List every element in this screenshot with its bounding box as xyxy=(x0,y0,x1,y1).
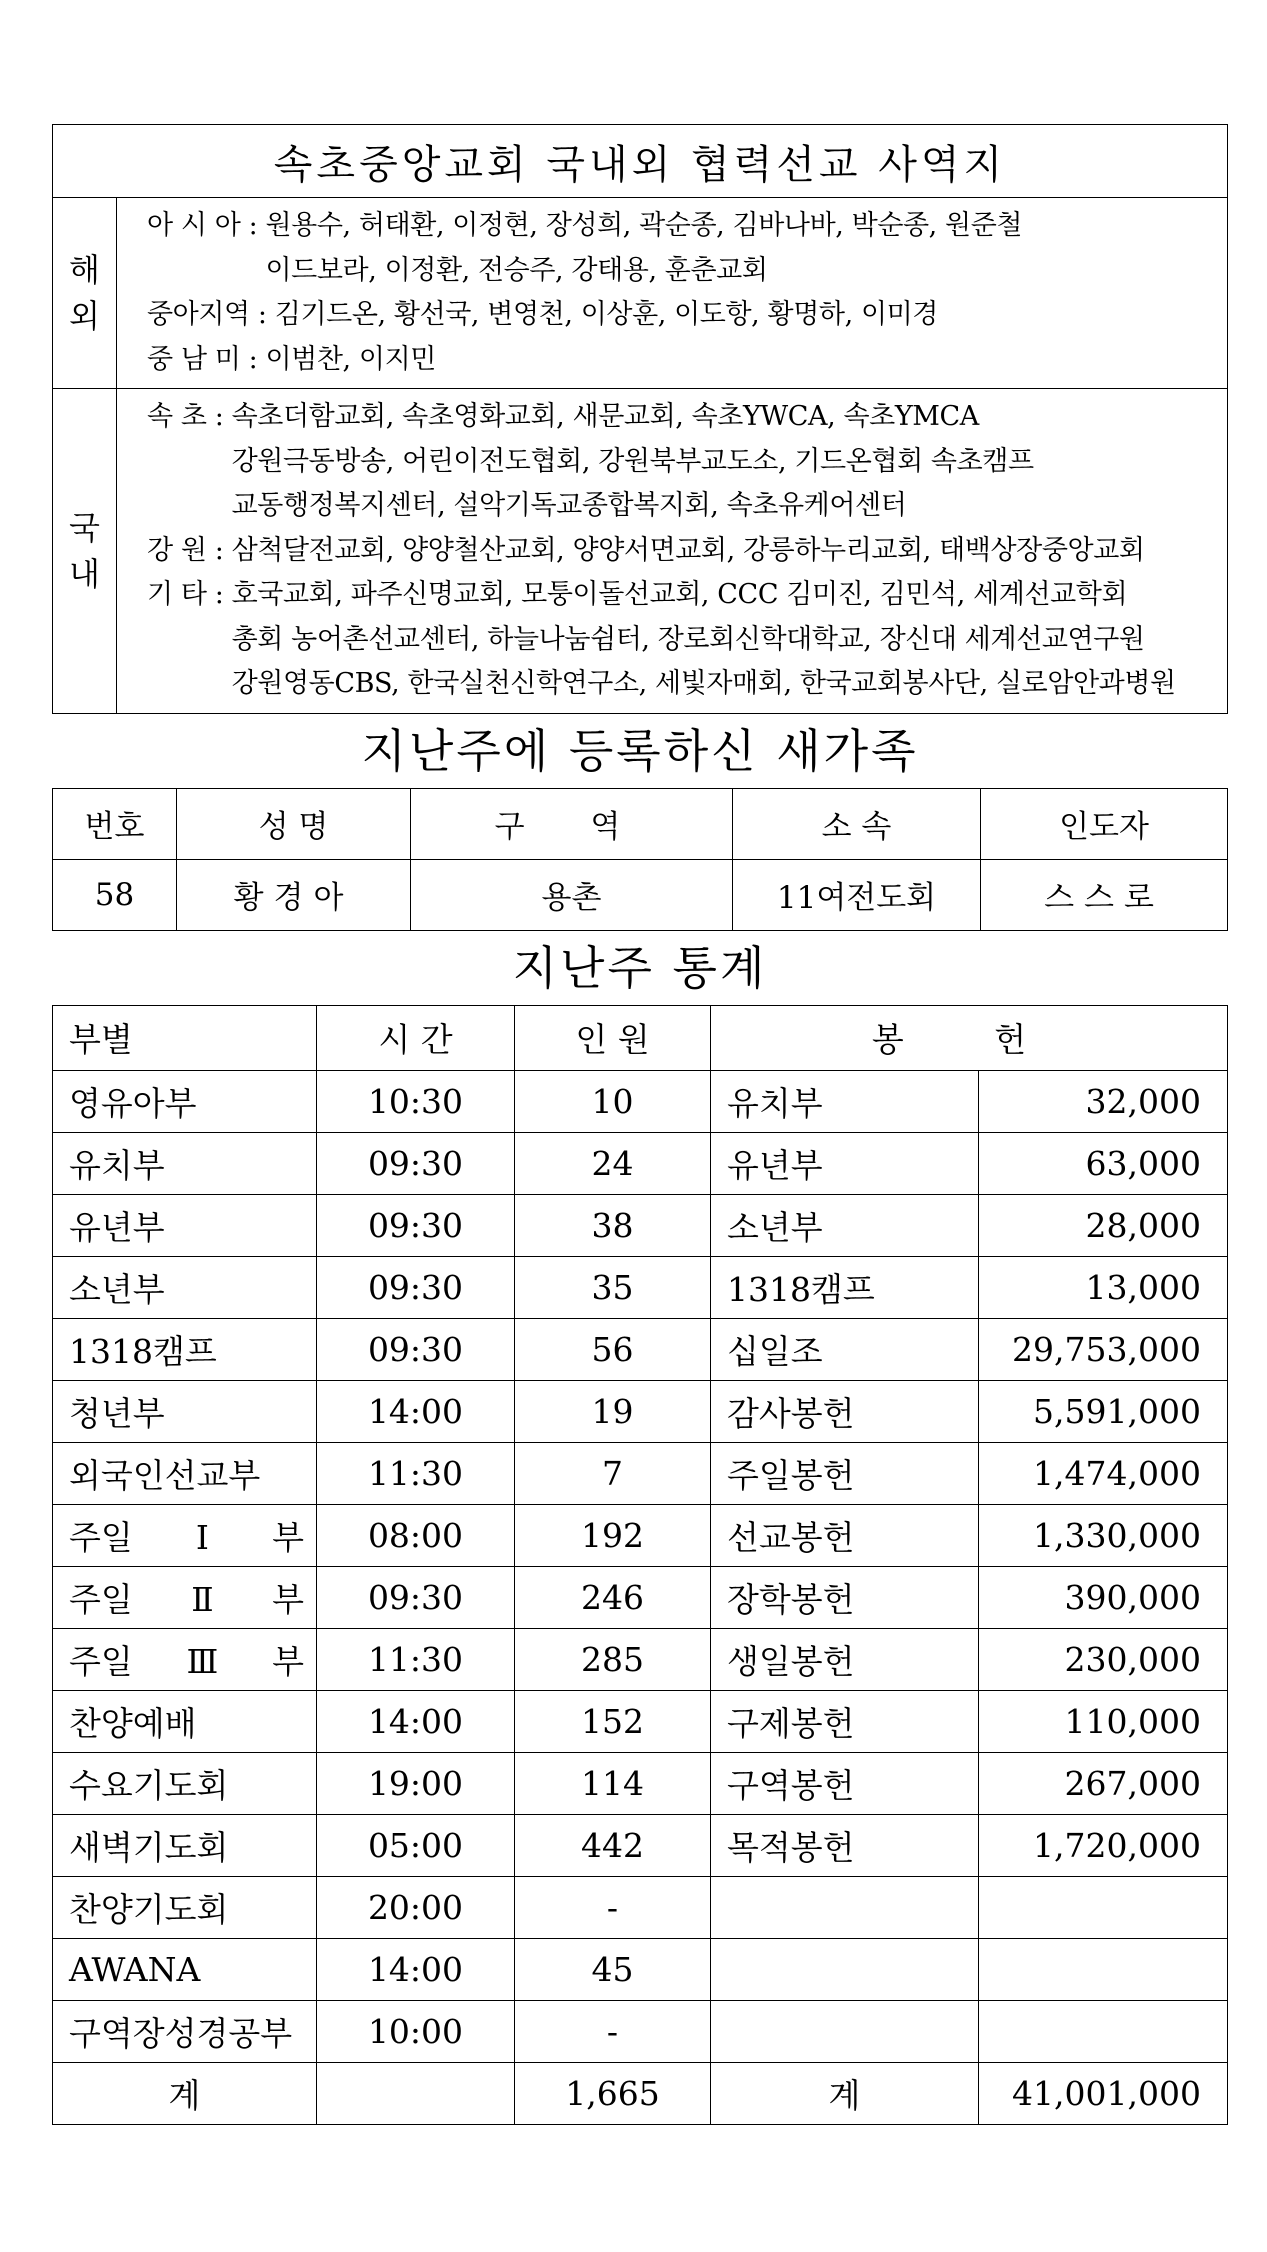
cell-total-time xyxy=(317,2062,515,2124)
cell-total-people: 1,665 xyxy=(515,2062,711,2124)
cell-offering-name xyxy=(711,1876,979,1938)
mission-line xyxy=(147,662,1215,707)
cell-people: 152 xyxy=(515,1690,711,1752)
table-row xyxy=(53,1938,1228,2000)
cell-people: 35 xyxy=(515,1256,711,1318)
cell-offering-name: 십일조 xyxy=(711,1318,979,1380)
header-district: 구 역 xyxy=(411,788,733,859)
cell-offering-amount: 29,753,000 xyxy=(979,1318,1228,1380)
cell-name: 황경아 xyxy=(177,859,411,930)
header-dept: 부별 xyxy=(53,1005,317,1070)
cell-total-offering-label: 계 xyxy=(711,2062,979,2124)
stats-table xyxy=(52,1005,1228,2125)
cell-dept: 유년부 xyxy=(53,1194,317,1256)
table-row xyxy=(53,1628,1228,1690)
mission-partners: 교동행정복지센터, 설악기독교종합복지회, 속초유케어센터 xyxy=(231,490,907,521)
mission-line xyxy=(147,618,1215,663)
mission-line xyxy=(147,573,1215,618)
mission-region-label: 강 원 : xyxy=(147,534,232,566)
cell-dept: 주일Ⅲ부 xyxy=(53,1628,317,1690)
cell-people: - xyxy=(515,2000,711,2062)
cell-dept: 소년부 xyxy=(53,1256,317,1318)
side-char: 해 xyxy=(69,251,100,289)
table-row xyxy=(53,1070,1228,1132)
cell-dept: AWANA xyxy=(53,1938,317,2000)
cell-offering-name xyxy=(711,1938,979,2000)
mission-partners: 이범찬, 이지민 xyxy=(265,343,436,375)
stats-header-row xyxy=(53,1005,1228,1070)
cell-dept: 영유아부 xyxy=(53,1070,317,1132)
cell-time: 10:00 xyxy=(317,2000,515,2062)
cell-time: 19:00 xyxy=(317,1752,515,1814)
mission-partners: 강원극동방송, 어린이전도협회, 강원북부교도소, 기드온협회 속초캠프 xyxy=(231,445,1034,477)
mission-region-label xyxy=(147,440,232,485)
table-row xyxy=(53,2000,1228,2062)
new-family-header-row xyxy=(53,788,1228,859)
cell-offering-amount: 1,474,000 xyxy=(979,1442,1228,1504)
mission-line xyxy=(147,484,1215,529)
cell-offering-amount: 13,000 xyxy=(979,1256,1228,1318)
table-row xyxy=(53,1876,1228,1938)
overseas-mission-list xyxy=(117,198,1228,389)
cell-time: 08:00 xyxy=(317,1504,515,1566)
cell-dept: 청년부 xyxy=(53,1380,317,1442)
mission-line xyxy=(147,204,1215,249)
mission-line xyxy=(147,293,1215,338)
side-char: 외 xyxy=(69,297,100,335)
cell-offering-name: 장학봉헌 xyxy=(711,1566,979,1628)
cell-offering-name: 생일봉헌 xyxy=(711,1628,979,1690)
cell-dept: 주일Ⅱ부 xyxy=(53,1566,317,1628)
cell-time: 09:30 xyxy=(317,1318,515,1380)
mission-line xyxy=(147,395,1215,440)
cell-offering-amount: 110,000 xyxy=(979,1690,1228,1752)
cell-offering-amount: 1,720,000 xyxy=(979,1814,1228,1876)
bulletin-page xyxy=(52,124,1228,2125)
table-row xyxy=(53,1194,1228,1256)
mission-partners: 호국교회, 파주신명교회, 모퉁이돌선교회, CCC 김미진, 김민석, 세계선교학회 xyxy=(231,579,1128,610)
cell-offering-amount: 63,000 xyxy=(979,1132,1228,1194)
cell-affiliation: 11여전도회 xyxy=(733,859,981,930)
mission-partners: 강원영동CBS, 한국실천신학연구소, 세빛자매회, 한국교회봉사단, 실로암안과병원 xyxy=(231,668,1176,699)
mission-partners: 이드보라, 이정환, 전승주, 강태용, 훈춘교회 xyxy=(265,254,768,286)
missions-title: 속초중앙교회 국내외 협력선교 사역지 xyxy=(53,125,1228,198)
domestic-side-label xyxy=(53,389,117,714)
cell-offering-name xyxy=(711,2000,979,2062)
cell-dept: 수요기도회 xyxy=(53,1752,317,1814)
table-row xyxy=(53,1132,1228,1194)
cell-dept: 외국인선교부 xyxy=(53,1442,317,1504)
cell-time: 09:30 xyxy=(317,1132,515,1194)
cell-people: 10 xyxy=(515,1070,711,1132)
table-row xyxy=(53,1380,1228,1442)
cell-total-offering-amount: 41,001,000 xyxy=(979,2062,1228,2124)
side-char: 국 xyxy=(69,508,100,547)
new-family-table xyxy=(52,788,1228,931)
header-affiliation: 소 속 xyxy=(733,788,981,859)
cell-dept: 새벽기도회 xyxy=(53,1814,317,1876)
mission-line xyxy=(147,440,1215,485)
cell-time: 09:30 xyxy=(317,1256,515,1318)
mission-region-label xyxy=(147,618,232,663)
mission-region-label xyxy=(147,249,265,294)
cell-offering-amount: 28,000 xyxy=(979,1194,1228,1256)
cell-people: 56 xyxy=(515,1318,711,1380)
cell-people: 442 xyxy=(515,1814,711,1876)
cell-dept: 찬양예배 xyxy=(53,1690,317,1752)
mission-region-label: 아 시 아 : xyxy=(147,210,266,241)
cell-offering-name: 유치부 xyxy=(711,1070,979,1132)
header-number: 번호 xyxy=(53,788,177,859)
mission-region-label xyxy=(147,662,232,707)
table-row xyxy=(53,1690,1228,1752)
mission-region-label xyxy=(147,484,232,529)
mission-region-label: 속 초 : xyxy=(147,401,232,432)
cell-dept: 주일Ⅰ부 xyxy=(53,1504,317,1566)
cell-people: 192 xyxy=(515,1504,711,1566)
cell-time: 11:30 xyxy=(317,1442,515,1504)
cell-number: 58 xyxy=(53,859,177,930)
mission-region-label: 중 남 미 : xyxy=(147,343,266,375)
cell-guide: 스스로 xyxy=(981,859,1228,930)
mission-line xyxy=(147,529,1215,574)
mission-partners: 원용수, 허태환, 이정현, 장성희, 곽순종, 김바나바, 박순종, 원준철 xyxy=(265,210,1023,241)
cell-people: 38 xyxy=(515,1194,711,1256)
cell-offering-amount: 267,000 xyxy=(979,1752,1228,1814)
cell-offering-name: 감사봉헌 xyxy=(711,1380,979,1442)
mission-partners: 삼척달전교회, 양양철산교회, 양양서면교회, 강릉하누리교회, 태백상장중앙교회 xyxy=(231,534,1145,566)
cell-district: 용촌 xyxy=(411,859,733,930)
header-offering: 봉 헌 xyxy=(711,1005,1228,1070)
mission-region-label: 기 타 : xyxy=(147,579,232,610)
cell-offering-name: 선교봉헌 xyxy=(711,1504,979,1566)
cell-time: 09:30 xyxy=(317,1194,515,1256)
mission-partners: 속초더함교회, 속초영화교회, 새문교회, 속초YWCA, 속초YMCA xyxy=(231,401,979,432)
cell-offering-name: 주일봉헌 xyxy=(711,1442,979,1504)
cell-offering-name: 구제봉헌 xyxy=(711,1690,979,1752)
header-people: 인 원 xyxy=(515,1005,711,1070)
header-name: 성 명 xyxy=(177,788,411,859)
table-row xyxy=(53,1814,1228,1876)
cell-offering-name: 1318캠프 xyxy=(711,1256,979,1318)
cell-time: 11:30 xyxy=(317,1628,515,1690)
cell-people: 45 xyxy=(515,1938,711,2000)
cell-people: 246 xyxy=(515,1566,711,1628)
domestic-mission-list xyxy=(117,389,1228,714)
cell-offering-amount: 230,000 xyxy=(979,1628,1228,1690)
cell-people: 24 xyxy=(515,1132,711,1194)
mission-line xyxy=(147,249,1215,294)
cell-dept: 찬양기도회 xyxy=(53,1876,317,1938)
cell-time: 14:00 xyxy=(317,1690,515,1752)
cell-people: 7 xyxy=(515,1442,711,1504)
cell-offering-name: 유년부 xyxy=(711,1132,979,1194)
cell-offering-name: 구역봉헌 xyxy=(711,1752,979,1814)
cell-offering-amount: 1,330,000 xyxy=(979,1504,1228,1566)
new-family-title: 지난주에 등록하신 새가족 xyxy=(361,723,919,778)
cell-people: 19 xyxy=(515,1380,711,1442)
side-char: 내 xyxy=(69,554,100,593)
cell-time: 20:00 xyxy=(317,1876,515,1938)
cell-time: 14:00 xyxy=(317,1380,515,1442)
missions-table xyxy=(52,124,1228,714)
cell-offering-amount xyxy=(979,2000,1228,2062)
table-row xyxy=(53,1504,1228,1566)
cell-people: - xyxy=(515,1876,711,1938)
cell-people: 114 xyxy=(515,1752,711,1814)
cell-offering-amount: 390,000 xyxy=(979,1566,1228,1628)
cell-offering-amount xyxy=(979,1876,1228,1938)
cell-total-label: 계 xyxy=(53,2062,317,2124)
overseas-side-label xyxy=(53,198,117,389)
stats-title: 지난주 통계 xyxy=(512,940,768,995)
mission-partners: 총회 농어촌선교센터, 하늘나눔쉼터, 장로회신학대학교, 장신대 세계선교연구원 xyxy=(231,623,1145,655)
cell-dept: 구역장성경공부 xyxy=(53,2000,317,2062)
cell-offering-amount: 5,591,000 xyxy=(979,1380,1228,1442)
table-row xyxy=(53,859,1228,930)
mission-line xyxy=(147,338,1215,383)
cell-time: 10:30 xyxy=(317,1070,515,1132)
cell-dept: 1318캠프 xyxy=(53,1318,317,1380)
cell-offering-name: 소년부 xyxy=(711,1194,979,1256)
cell-time: 14:00 xyxy=(317,1938,515,2000)
total-row xyxy=(53,2062,1228,2124)
cell-time: 09:30 xyxy=(317,1566,515,1628)
table-row xyxy=(53,1566,1228,1628)
table-row xyxy=(53,1256,1228,1318)
mission-region-label: 중아지역 : xyxy=(147,299,275,330)
cell-people: 285 xyxy=(515,1628,711,1690)
cell-offering-amount xyxy=(979,1938,1228,2000)
table-row xyxy=(53,1442,1228,1504)
cell-offering-amount: 32,000 xyxy=(979,1070,1228,1132)
cell-offering-name: 목적봉헌 xyxy=(711,1814,979,1876)
table-row xyxy=(53,1752,1228,1814)
header-guide: 인도자 xyxy=(981,788,1228,859)
table-row xyxy=(53,1318,1228,1380)
mission-partners: 김기드온, 황선국, 변영천, 이상훈, 이도항, 황명하, 이미경 xyxy=(274,299,938,330)
cell-time: 05:00 xyxy=(317,1814,515,1876)
cell-dept: 유치부 xyxy=(53,1132,317,1194)
header-time: 시 간 xyxy=(317,1005,515,1070)
